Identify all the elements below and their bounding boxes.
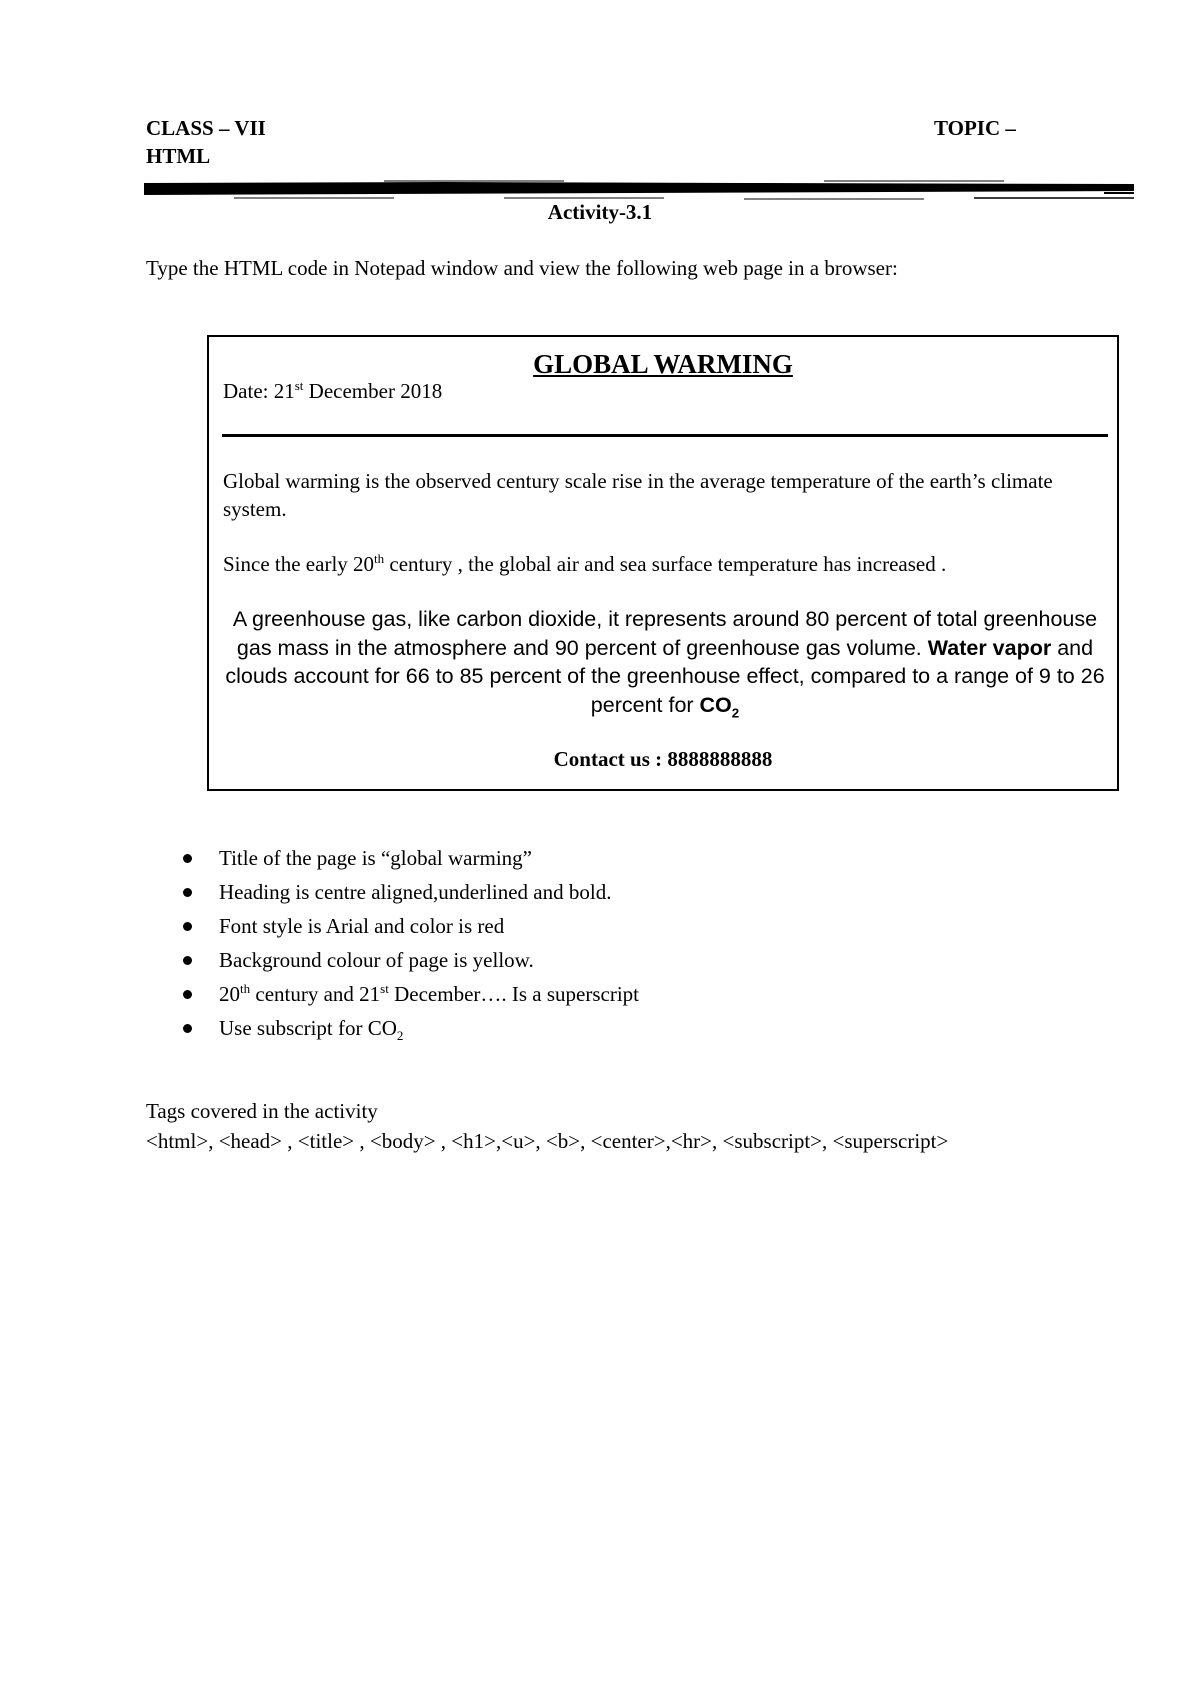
topic-value: HTML xyxy=(146,144,211,168)
bullet-icon xyxy=(183,922,192,931)
para2-superscript: th xyxy=(374,551,385,566)
list-item-text: 20 xyxy=(219,982,240,1006)
para2-suffix: century , the global air and sea surface temperature has increased . xyxy=(384,552,947,576)
para3-part1: A greenhouse gas, like carbon dioxide, it represents around 80 percent of total greenhouse gas mass in the atmosphere and 90 percent of greenhouse gas volume. xyxy=(232,607,1098,660)
date-superscript: st xyxy=(294,378,304,393)
activity-instruction: Type the HTML code in Notepad window and view the following web page in a browser: xyxy=(146,256,898,280)
list-item xyxy=(183,1011,639,1045)
list-item-text: Title of the page is “global warming” xyxy=(219,846,532,870)
date-prefix: Date: 21 xyxy=(223,379,295,403)
list-item-text: Font style is Arial and color is red xyxy=(219,914,505,938)
superscript-text: st xyxy=(380,981,389,996)
preview-date xyxy=(223,379,442,404)
list-item xyxy=(183,909,639,943)
bullet-icon xyxy=(183,990,192,999)
subscript-text: 2 xyxy=(396,1028,404,1044)
class-label: CLASS – VII xyxy=(146,116,266,140)
preview-horizontal-rule xyxy=(222,434,1108,437)
preview-paragraph-1: Global warming is the observed century scale rise in the average temperature of the earth’s climate system. xyxy=(223,469,1053,521)
webpage-preview-box xyxy=(207,335,1119,791)
list-item-text: December…. Is a superscript xyxy=(388,982,640,1006)
superscript-text: th xyxy=(240,981,251,996)
preview-paragraph-2 xyxy=(223,552,946,577)
activity-title: Activity-3.1 xyxy=(547,200,653,224)
tags-list: <html>, <head> , <title> , <body> , <h1>,<u>, <b>, <center>,<hr>, <subscript>, <superscript> xyxy=(146,1129,949,1153)
para3-subscript: 2 xyxy=(731,704,740,720)
list-item xyxy=(183,977,639,1011)
para3-co: CO xyxy=(699,692,732,717)
tags-label: Tags covered in the activity xyxy=(146,1099,378,1123)
para2-prefix: Since the early 20 xyxy=(223,552,375,576)
bullet-icon xyxy=(183,888,192,897)
list-item-text: Background colour of page is yellow. xyxy=(219,948,534,972)
requirements-list xyxy=(183,841,639,1045)
bullet-icon xyxy=(183,854,192,863)
list-item xyxy=(183,841,639,875)
list-item-text: Heading is centre aligned,underlined and bold. xyxy=(219,880,612,904)
bullet-icon xyxy=(183,1024,192,1033)
list-item-text: Use subscript for CO xyxy=(219,1016,397,1040)
list-item xyxy=(183,943,639,977)
list-item-text: century and 21 xyxy=(250,982,381,1006)
para3-part2: and clouds account for 66 to 85 percent of the greenhouse effect, compared to a range of 9 to 26 percent for xyxy=(225,635,1105,717)
topic-label: TOPIC – xyxy=(934,116,1016,140)
preview-contact: Contact us : 8888888888 xyxy=(553,747,773,771)
header-divider xyxy=(144,179,1134,201)
preview-paragraph-3 xyxy=(221,605,1109,719)
para3-bold-text: Water vapor xyxy=(927,635,1052,660)
bullet-icon xyxy=(183,956,192,965)
list-item xyxy=(183,875,639,909)
date-suffix: December 2018 xyxy=(303,379,443,403)
preview-heading: GLOBAL WARMING xyxy=(533,349,793,379)
